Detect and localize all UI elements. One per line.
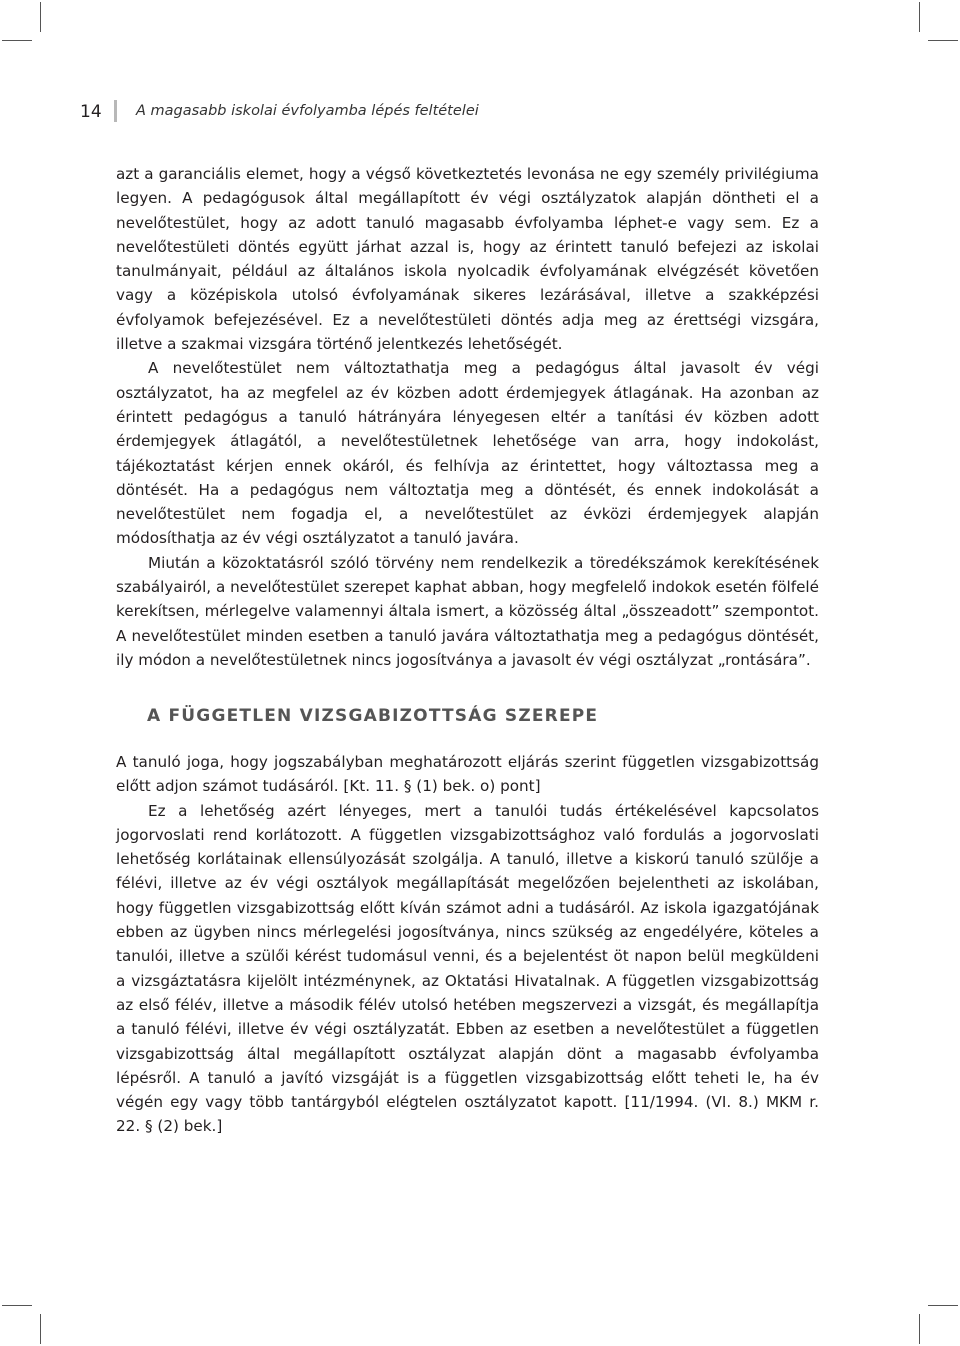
paragraph: Ez a lehetőség azért lényeges, mert a tanulói tudás értékelésével kapcsolatos jogorvoslati rend korlátozott. A független vizsgabizottsághoz való fordulás a jogorvoslati lehetőség korlátainak ellensúlyozását szolgálja. A tanuló, illetve a kiskorú tanuló szülője a félévi, illetve az év végi osztályok megállapítását megelőzően bejelentheti az iskolában, hogy független vizsgabizottság előtt kíván számot adni a tudásáról. Az iskola igazgatójának ebben az ügyben nincs mérlegelési jogosítványa, nincs szükség az engedélyére, köteles a tanulói, illetve a szülői kérést tudomásul venni, és a bejelentést öt napon belül megküldeni a vizsgáztatásra kijelölt intézménynek, az Oktatási Hivatalnak. A független vizsgabizottság az első félév, illetve a második félév utolsó hetében megszervezi a vizsgát, és megállapítja a tanuló félévi, illetve év végi osztályzatát. Ebben az esetben a nevelőtestület a független vizsgabizottság által megállapított osztályzat alapján dönt a magasabb évfolyamba lépésről. A tanuló a javító vizsgáját is a független vizsgabizottság előtt teheti le, ha év végén egy vagy több tantárgyból elégtelen osztályzatot kapott. [11/1994. (VI. 8.) MKM r. 22. § (2) bek.] xyxy=(116,801,819,1136)
page-header xyxy=(80,100,880,126)
crop-mark xyxy=(40,1314,41,1344)
crop-mark xyxy=(919,2,920,32)
paragraph: A nevelőtestület nem változtathatja meg a pedagógus által javasolt év végi osztályzatot, ha az megfelel az év közben adott érdemjegyek átlagának. Ha azonban az érintett pedagógus a tanuló hátrányára lényegesen eltér a tanítási év közben adott érdemjegyek átlagától, a nevelőtestületnek lehetősége van arra, hogy indokolást, tájékoztatást kérjen ennek okáról, és felhívja az érintettet, hogy változtassa meg a döntését. Ha a pedagógus nem változtatja meg a döntését, és ennek indokolását a nevelőtestület nem fogadja el, a nevelőtestület az évközi érdemjegyek alapján módosíthatja az év végi osztályzatot a tanuló javára. xyxy=(116,359,819,548)
paragraph: azt a garanciális elemet, hogy a végső következtetés levonása ne egy személy privilégiuma legyen. A pedagógusok által megállapított év végi osztályzatok alapján döntheti el a nevelőtestület, hogy az adott tanuló magasabb évfolyamba léphet-e vagy sem. Ez a nevelőtestületi döntés együtt járhat azzal is, hogy az érintett tanuló befejezi az iskolai tanulmányait, például az általános iskola nyolcadik évfolyamának elvégzését követően vagy a középiskola utolsó évfolyamának sikeres lezárásával, illetve a szakképzési évfolyamok befejezésével. Ez a nevelőtestületi döntés adja meg az érettségi vizsgára, illetve a szakmai vizsgára történő jelentkezés lehetőségét. xyxy=(116,165,819,354)
crop-mark xyxy=(928,1305,958,1306)
crop-mark xyxy=(919,1314,920,1344)
crop-mark xyxy=(2,40,32,41)
paragraph: A tanuló joga, hogy jogszabályban meghatározott eljárás szerint független vizsgabizottság előtt adjon számot tudásáról. [Kt. 11. § (1) bek. o) pont] xyxy=(116,753,819,796)
body-text-section-2 xyxy=(116,750,819,1139)
page-number: 14 xyxy=(80,102,102,122)
header-divider xyxy=(114,100,117,122)
crop-mark xyxy=(2,1305,32,1306)
running-title: A magasabb iskolai évfolyamba lépés feltételei xyxy=(136,103,479,119)
crop-mark xyxy=(40,2,41,32)
paragraph: Miután a közoktatásról szóló törvény nem rendelkezik a töredékszámok kerekítésének szabályairól, a nevelőtestület szerepet kaphat abban, hogy megfelelő indokok esetén fölfelé kerekítsen, mérlegelve valamennyi általa ismert, a közösség által „összeadott” szempontot. A nevelőtestület minden esetben a tanuló javára változtathatja meg a pedagógus döntését, ily módon a nevelőtestületnek nincs jogosítványa a javasolt év végi osztályzat „rontására”. xyxy=(116,553,819,669)
section-heading: A FÜGGETLEN VIZSGABIZOTTSÁG SZEREPE xyxy=(147,706,599,726)
crop-mark xyxy=(928,40,958,41)
body-text-section-1 xyxy=(116,162,819,672)
